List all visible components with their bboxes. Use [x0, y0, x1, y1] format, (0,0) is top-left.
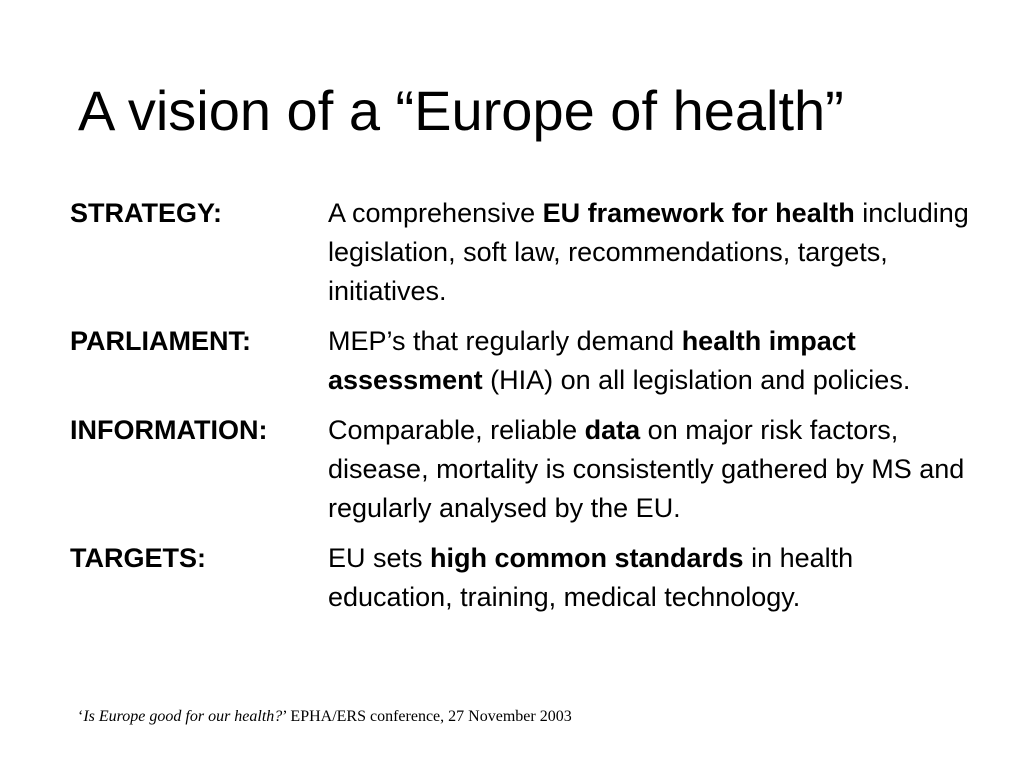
- item-text: [328, 411, 980, 528]
- item-label: TARGETS:: [70, 543, 206, 573]
- item-text-pre: EU sets: [328, 543, 431, 573]
- item-text-post: in health education, training, medical technology.: [328, 543, 854, 612]
- item-text-post: including legislation, soft law, recommendations, targets, initiatives.: [328, 198, 969, 306]
- slide-title: A vision of a “Europe of health”: [78, 79, 844, 142]
- item-text: [328, 194, 980, 311]
- item-information: [70, 411, 980, 528]
- footer-italic-title: Is Europe good for our health?: [83, 708, 283, 725]
- item-targets: [70, 539, 980, 617]
- footer-rest: EPHA/ERS conference, 27 November 2003: [286, 708, 572, 725]
- item-text-post: (HIA) on all legislation and policies.: [482, 365, 911, 395]
- item-text-emphasis: EU framework for health: [542, 198, 855, 228]
- item-text-pre: Comparable, reliable: [328, 415, 585, 445]
- footer-quote-close: ’: [282, 708, 287, 725]
- footer-quote-open: ‘: [78, 708, 84, 725]
- item-label: PARLIAMENT:: [70, 326, 251, 356]
- item-text-emphasis: data: [584, 415, 641, 445]
- item-text-emphasis: high common standards: [430, 543, 744, 573]
- footer-citation: [78, 708, 572, 726]
- item-text: [328, 539, 980, 617]
- item-text-post: on major risk factors, disease, mortality is consistently gathered by MS and regularly analysed by the EU.: [328, 415, 965, 523]
- item-label: INFORMATION:: [70, 415, 268, 445]
- item-text: [328, 322, 980, 400]
- item-strategy: [70, 194, 980, 311]
- item-text-emphasis: health impact assessment: [328, 326, 856, 395]
- item-parliament: [70, 322, 980, 400]
- item-text-pre: MEP’s that regularly demand: [328, 326, 682, 356]
- definition-list: [70, 194, 980, 628]
- item-text-pre: A comprehensive: [328, 198, 543, 228]
- item-label: STRATEGY:: [70, 198, 222, 228]
